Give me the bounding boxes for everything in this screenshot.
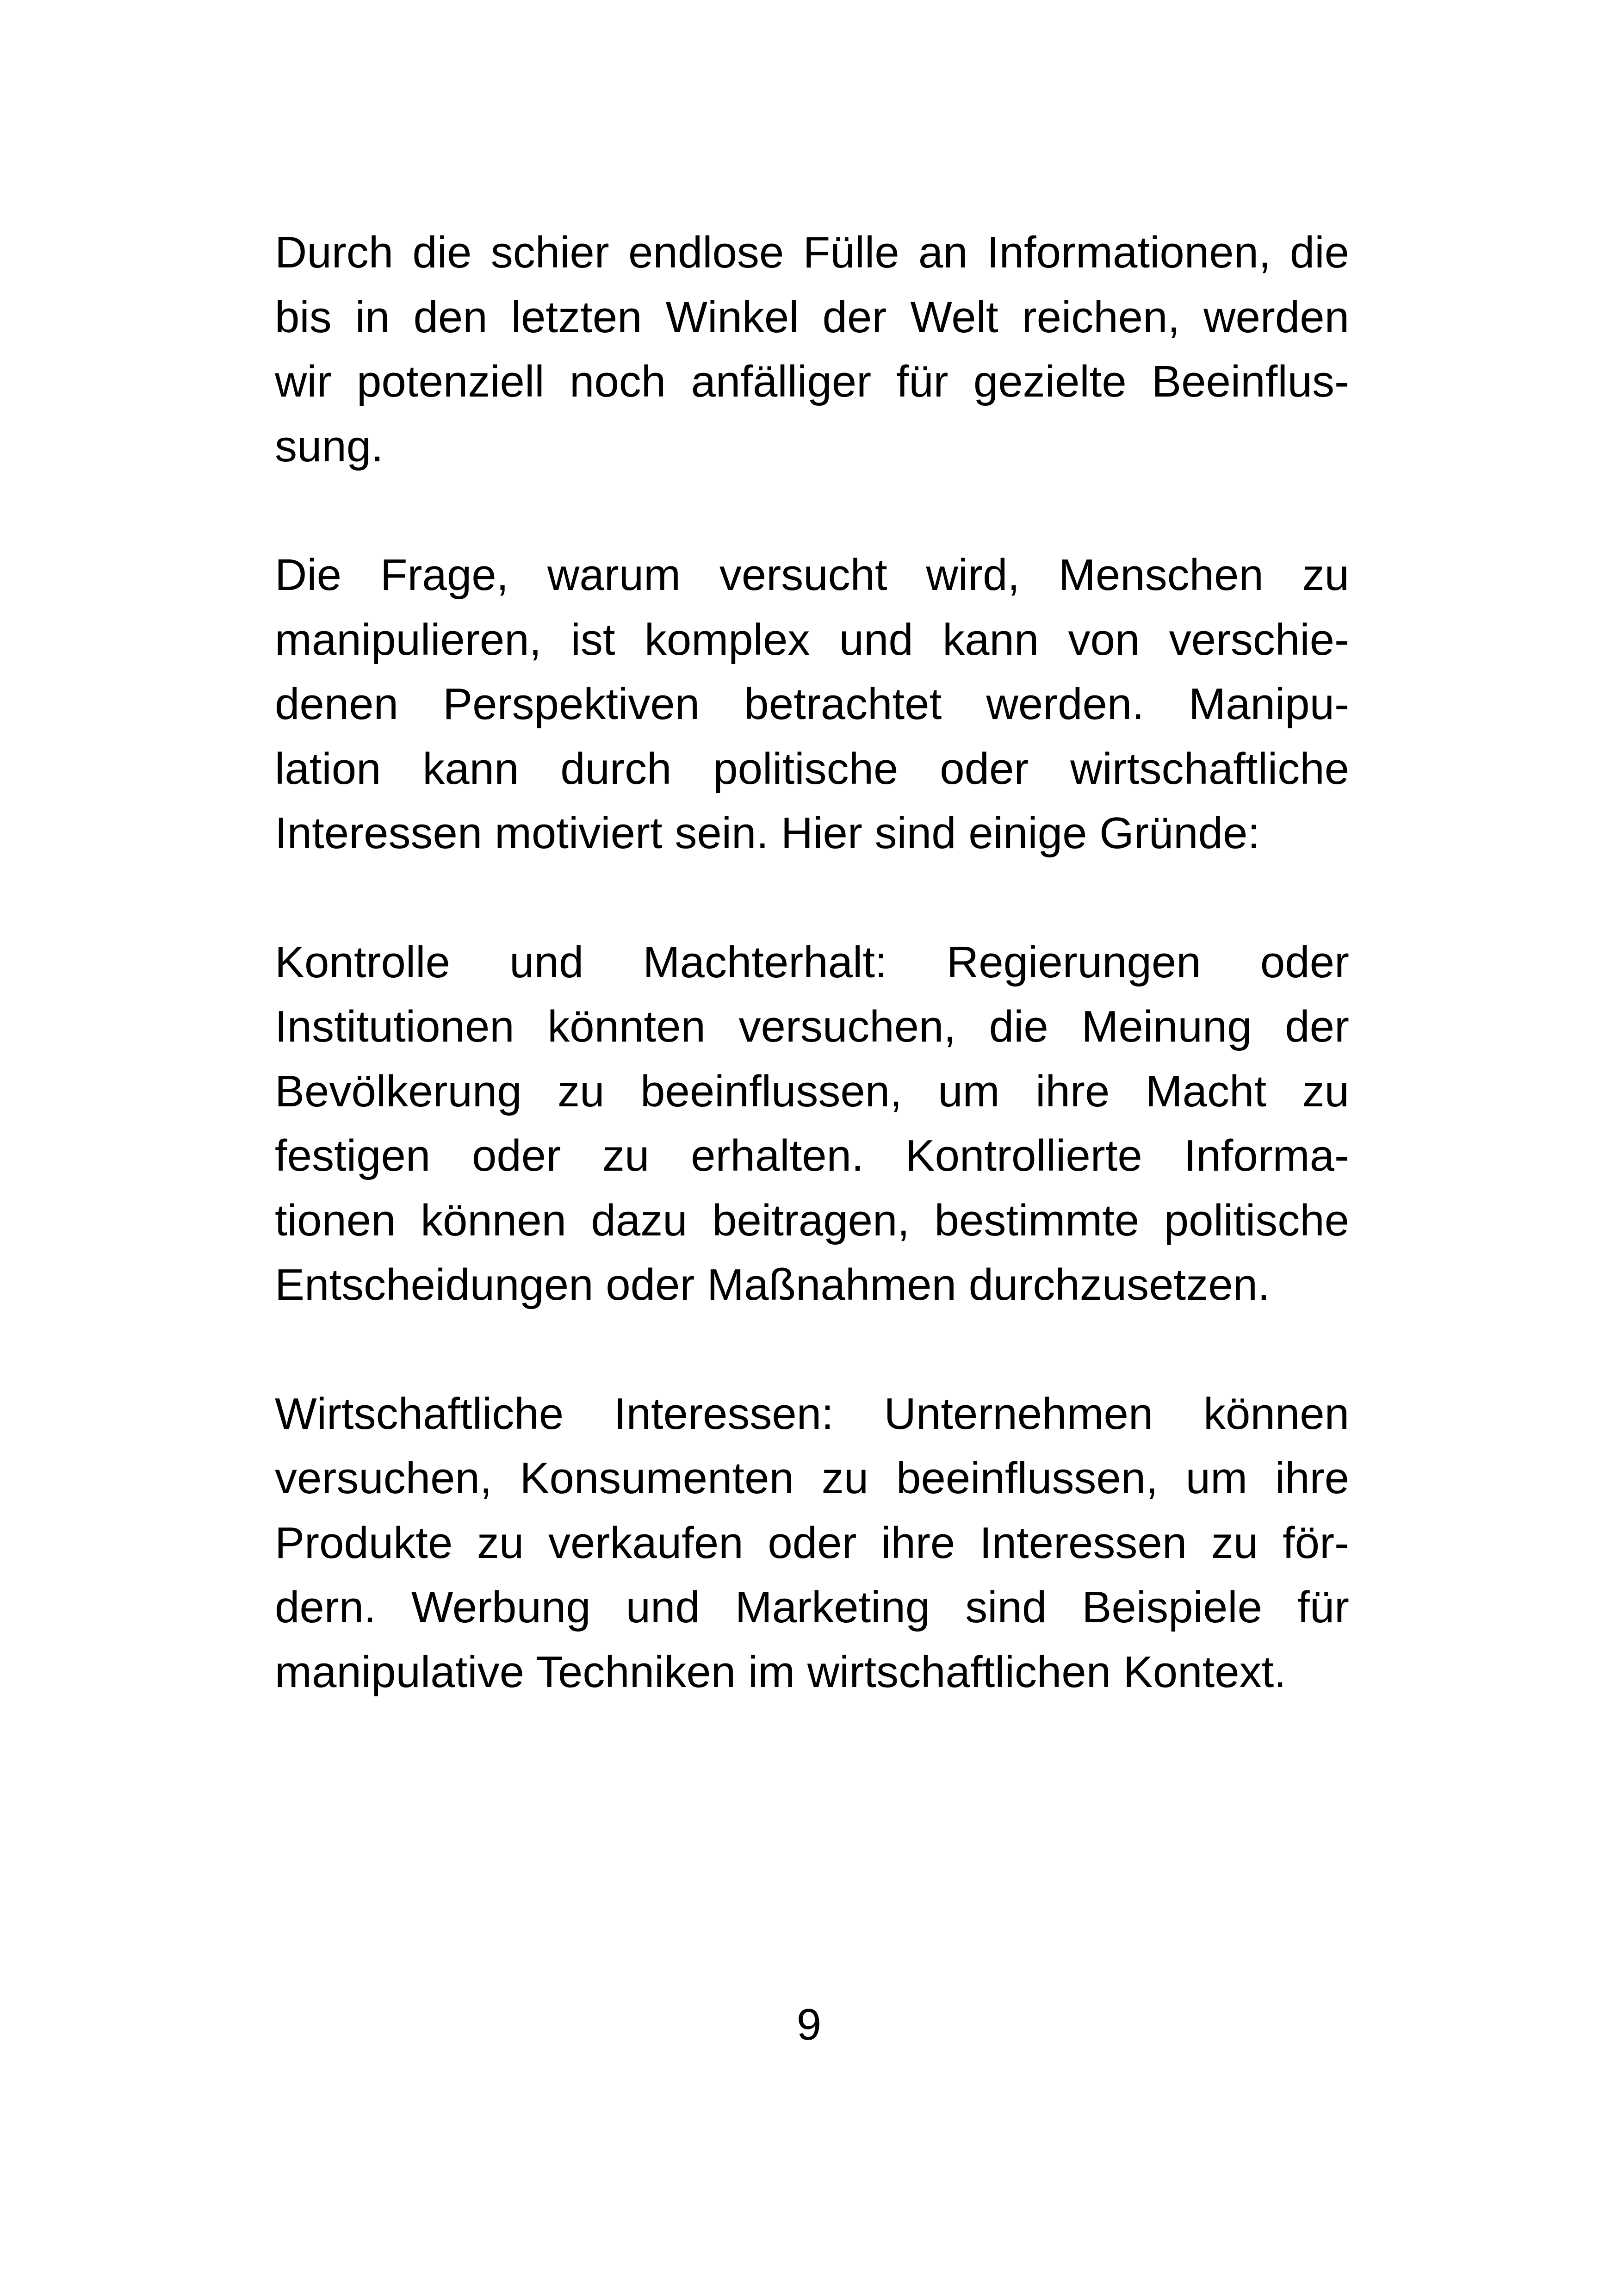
text-line: Bevölkerung zu beeinflussen, um ihre Macht zu	[275, 1066, 1349, 1116]
text-line: manipulative Techniken im wirtschaftlichen Kontext.	[275, 1647, 1286, 1697]
body-text	[275, 220, 1349, 1769]
text-line: Produkte zu verkaufen oder ihre Interessen zu för-	[275, 1518, 1349, 1568]
text-line: denen Perspektiven betrachtet werden. Manipu-	[275, 679, 1349, 729]
text-line: lation kann durch politische oder wirtschaftliche	[275, 744, 1349, 794]
text-line: Durch die schier endlose Fülle an Informationen, die	[275, 228, 1349, 277]
paragraph-3	[275, 930, 1349, 1317]
text-line: Wirtschaftliche Interessen: Unternehmen können	[275, 1389, 1349, 1439]
paragraph-1	[275, 220, 1349, 478]
text-line: Institutionen könnten versuchen, die Meinung der	[275, 1002, 1349, 1051]
text-line: Interessen motiviert sein. Hier sind einige Gründe:	[275, 808, 1260, 858]
text-line: dern. Werbung und Marketing sind Beispiele für	[275, 1582, 1349, 1632]
text-line: Entscheidungen oder Maßnahmen durchzusetzen.	[275, 1260, 1270, 1309]
text-line: sung.	[275, 421, 384, 471]
text-line: manipulieren, ist komplex und kann von verschie-	[275, 614, 1349, 664]
text-line: festigen oder zu erhalten. Kontrollierte Informa-	[275, 1131, 1349, 1180]
page-number: 9	[796, 2000, 822, 2049]
text-line: Kontrolle und Machterhalt: Regierungen oder	[275, 937, 1349, 987]
text-line: tionen können dazu beitragen, bestimmte politische	[275, 1195, 1349, 1245]
text-line: wir potenziell noch anfälliger für gezielte Beeinflus-	[275, 357, 1349, 406]
paragraph-2	[275, 543, 1349, 866]
text-line: Die Frage, warum versucht wird, Menschen zu	[275, 550, 1349, 600]
paragraph-4	[275, 1382, 1349, 1705]
text-line: versuchen, Konsumenten zu beeinflussen, um ihre	[275, 1453, 1349, 1503]
text-line: bis in den letzten Winkel der Welt reichen, werden	[275, 292, 1349, 342]
